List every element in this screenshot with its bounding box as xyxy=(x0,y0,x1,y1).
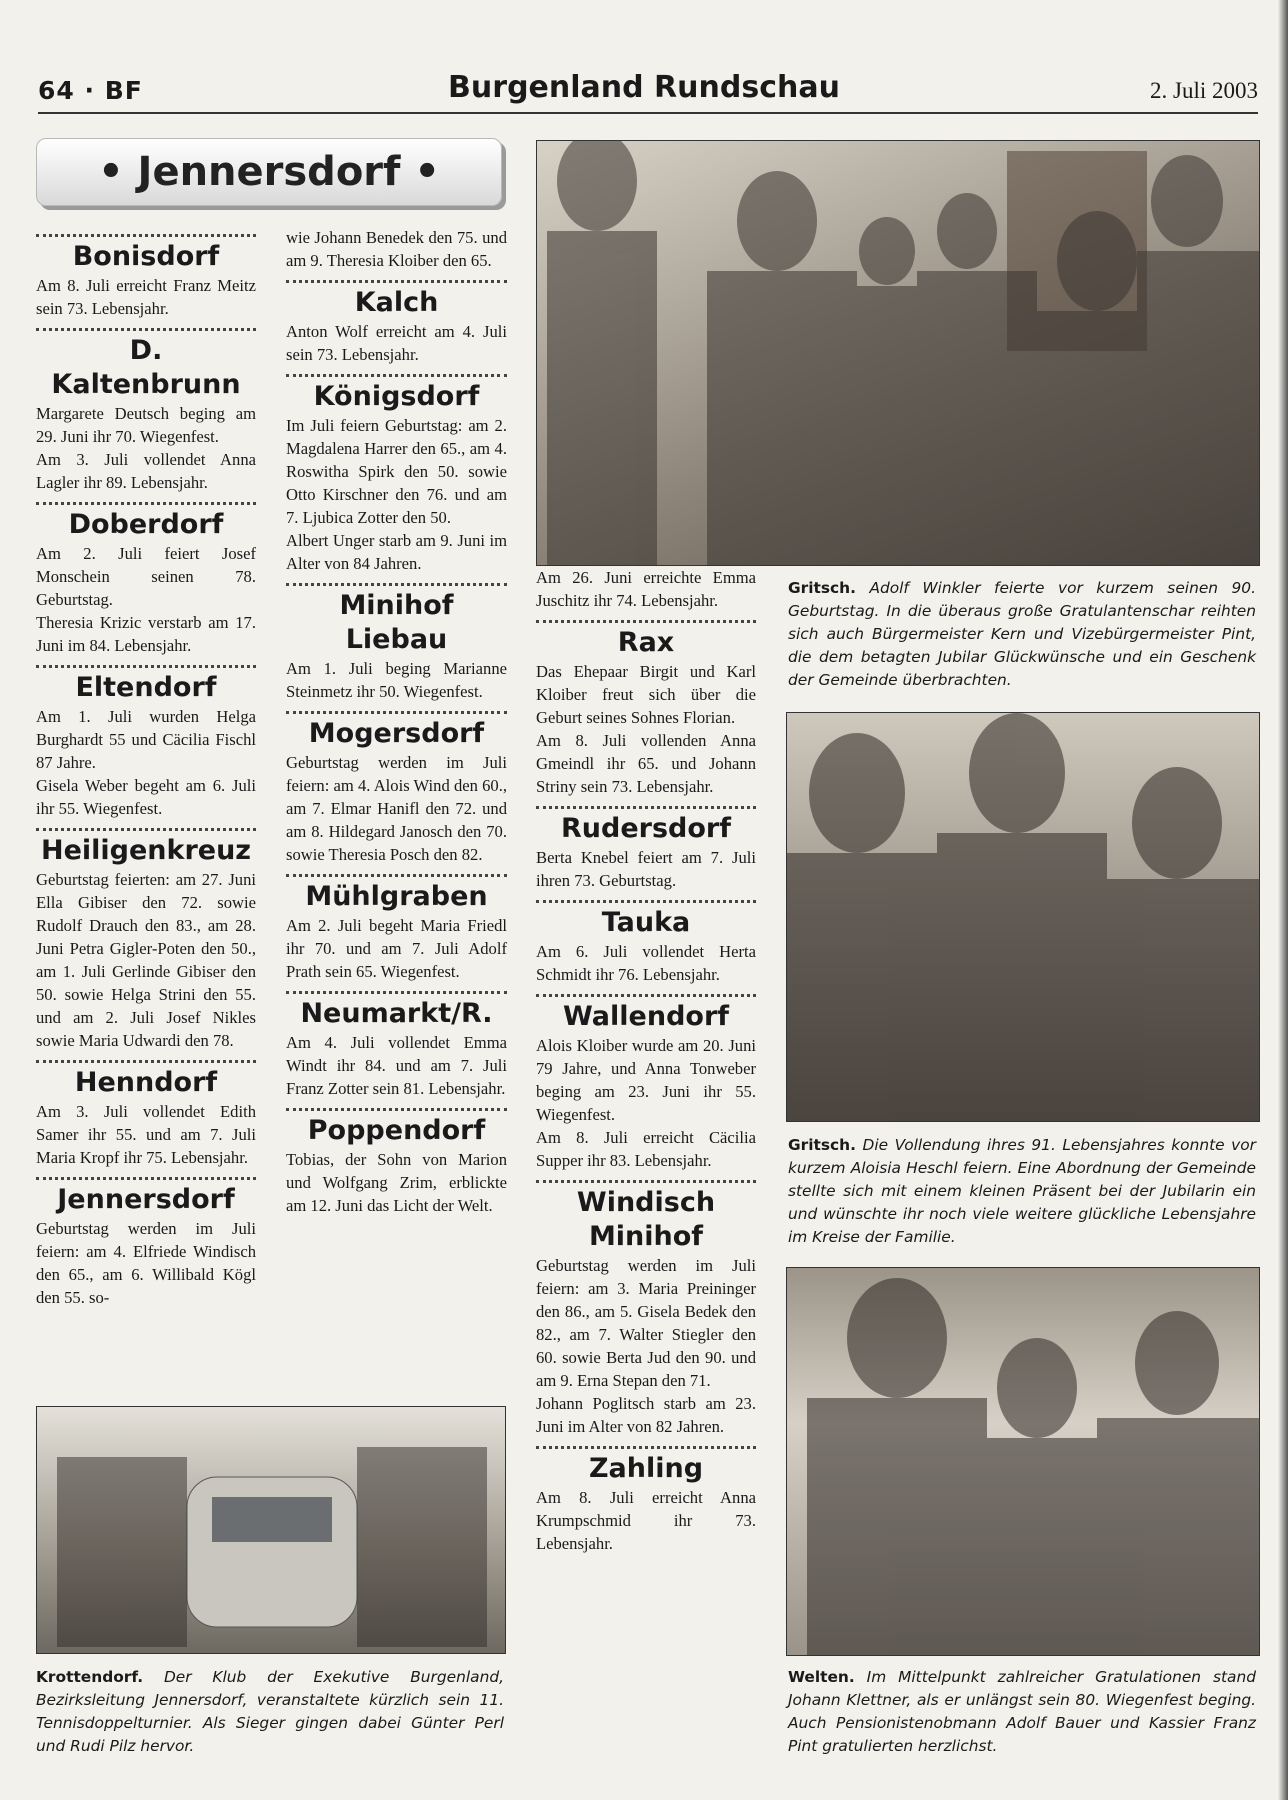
photo-illustration xyxy=(37,1407,505,1653)
town-heading: Minihof Liebau xyxy=(339,590,454,655)
notice-text: Am 3. Juli vollendet Anna Lagler ihr 89. Lebensjahr. xyxy=(36,450,256,492)
notice-text: Am 1. Juli wurden Helga Burghardt 55 und Cäcilia Fischl 87 Jahre. xyxy=(36,707,256,772)
notice-text: Gisela Weber begeht am 6. Juli ihr 55. Wiegenfest. xyxy=(36,776,256,818)
town-heading: Rudersdorf xyxy=(561,813,731,844)
notice-text: Am 2. Juli feiert Josef Monschein seinen 78. Geburtstag. xyxy=(36,544,256,609)
caption-welten xyxy=(788,1666,1256,1758)
notice-text: Das Ehepaar Birgit und Karl Kloiber freut sich über die Geburt seines Sohnes Florian. xyxy=(536,662,756,727)
caption-text: Die Vollendung ihres 91. Lebensjahres konnte vor kurzem Aloisia Heschl feiern. Eine Abordnung der Gemeinde stellte sich mit einem kleinen Präsent bei der Jubilarin ein und wünschte ihr noch viele weitere glückliche Lebensjahre im Kreise der Familie. xyxy=(788,1136,1256,1246)
issue-date: 2. Juli 2003 xyxy=(1150,78,1258,103)
town-heading: Doberdorf xyxy=(68,509,224,540)
caption-place: Gritsch. xyxy=(788,1136,856,1154)
photo-gritsch-delegation xyxy=(786,712,1260,1122)
caption-text: Der Klub der Exekutive Burgenland, Bezirksleitung Jennersdorf, veranstaltete kürzlich sein 11. Tennisdoppelturnier. Als Sieger gingen dabei Günter Perl und Rudi Pilz hervor. xyxy=(36,1668,504,1755)
notice-text: Geburtstag werden im Juli feiern: am 4. Alois Wind den 60., am 7. Elmar Hanifl den 72. und am 8. Hildegard Janosch den 70. sowie Theresia Posch den 82. xyxy=(286,753,507,864)
town-heading: Henndorf xyxy=(74,1067,218,1098)
notice-text: Geburtstag werden im Juli feiern: am 3. Maria Preininger den 86., am 5. Gisela Bedek den 82., am 7. Walter Stiegler den 60. sowie Berta Jud den 90. und am 9. Erna Stepan den 71. xyxy=(536,1256,756,1390)
town-heading: Heiligenkreuz xyxy=(40,835,252,866)
dotted-separator xyxy=(286,874,507,877)
dotted-separator xyxy=(36,1060,256,1063)
notice-text: Im Juli feiern Geburtstag: am 2. Magdalena Harrer den 65., am 4. Roswitha Spirk den 50. sowie Otto Kirschner den 76. und am 7. Ljubica Zotter den 50. xyxy=(286,416,507,527)
dotted-separator xyxy=(536,994,756,997)
notice-text: Albert Unger starb am 9. Juni im Alter von 84 Jahren. xyxy=(286,531,507,573)
caption-place: Krottendorf. xyxy=(36,1668,144,1686)
dotted-separator xyxy=(286,1108,507,1111)
town-heading: Tauka xyxy=(601,907,691,938)
caption-gritsch-2 xyxy=(788,1134,1256,1249)
photo-illustration xyxy=(787,1268,1259,1655)
notice-text: Am 3. Juli vollendet Edith Samer ihr 55. und am 7. Juli Maria Kropf ihr 75. Lebensjahr. xyxy=(36,1102,256,1167)
header-rule xyxy=(38,112,1258,114)
dotted-separator xyxy=(286,991,507,994)
page-gutter-shadow xyxy=(1278,0,1288,1800)
dotted-separator xyxy=(36,828,256,831)
town-heading: D. Kaltenbrunn xyxy=(51,335,241,400)
town-heading: Windisch Minihof xyxy=(576,1187,716,1252)
notice-text: wie Johann Benedek den 75. und am 9. Theresia Kloiber den 65. xyxy=(286,228,507,270)
dotted-separator xyxy=(536,806,756,809)
notice-text: Johann Poglitsch starb am 23. Juni im Alter von 82 Jahren. xyxy=(536,1394,756,1436)
town-heading: Mogersdorf xyxy=(308,718,485,749)
dotted-separator xyxy=(36,328,256,331)
notice-text: Berta Knebel feiert am 7. Juli ihren 73. Geburtstag. xyxy=(536,848,756,890)
photo-illustration xyxy=(537,141,1259,565)
dotted-separator xyxy=(286,711,507,714)
notice-text: Am 8. Juli erreicht Anna Krumpschmid ihr 73. Lebensjahr. xyxy=(536,1488,756,1553)
caption-text: Im Mittelpunkt zahlreicher Gratulationen stand Johann Klettner, als er unlängst sein 80. Wiegenfest beging. Auch Pensionistenobmann Adolf Bauer und Kassier Franz Pint gratulierten herzlichst. xyxy=(788,1668,1256,1755)
dotted-separator xyxy=(286,583,507,586)
town-heading: Wallendorf xyxy=(562,1001,730,1032)
notice-text: Am 1. Juli beging Marianne Steinmetz ihr 50. Wiegenfest. xyxy=(286,659,507,701)
caption-place: Welten. xyxy=(788,1668,855,1686)
caption-text: Adolf Winkler feierte vor kurzem seinen 90. Geburtstag. In die überaus große Gratulantenschar reihten sich auch Bürgermeister Kern und Vizebürgermeister Pint, die dem betagten Jubilar Glückwünsche und ein Geschenk der Gemeinde überbrachten. xyxy=(788,579,1256,689)
town-heading: Zahling xyxy=(588,1453,704,1484)
town-heading: Königsdorf xyxy=(313,381,480,412)
town-heading: Neumarkt/R. xyxy=(300,998,493,1029)
notice-text: Am 8. Juli erreicht Franz Meitz sein 73. Lebensjahr. xyxy=(36,276,256,318)
notice-text: Am 2. Juli begeht Maria Friedl ihr 70. und am 7. Juli Adolf Prath sein 65. Wiegenfest. xyxy=(286,916,507,981)
column-3 xyxy=(536,566,756,1555)
caption-krottendorf xyxy=(36,1666,504,1758)
town-heading: Mühlgraben xyxy=(305,881,488,912)
notice-text: Am 8. Juli erreicht Cäcilia Supper ihr 83. Lebensjahr. xyxy=(536,1128,756,1170)
dotted-separator xyxy=(536,1446,756,1449)
section-banner xyxy=(36,138,502,206)
notice-text: Margarete Deutsch beging am 29. Juni ihr 70. Wiegenfest. xyxy=(36,404,256,446)
dotted-separator xyxy=(286,374,507,377)
caption-gritsch-1 xyxy=(788,577,1256,692)
town-heading: Eltendorf xyxy=(75,672,217,703)
column-1 xyxy=(36,226,256,1309)
dotted-separator xyxy=(36,502,256,505)
dotted-separator xyxy=(536,1180,756,1183)
caption-place: Gritsch. xyxy=(788,579,856,597)
dotted-separator xyxy=(36,1177,256,1180)
photo-welten-klettner xyxy=(786,1267,1260,1656)
notice-text: Anton Wolf erreicht am 4. Juli sein 73. Lebensjahr. xyxy=(286,322,507,364)
notice-text: Am 26. Juni erreichte Emma Juschitz ihr 74. Lebensjahr. xyxy=(536,568,756,610)
section-title: • Jennersdorf • xyxy=(98,149,440,195)
page-label: 64 · BF xyxy=(38,76,143,105)
photo-illustration xyxy=(787,713,1259,1121)
dotted-separator xyxy=(286,280,507,283)
dotted-separator xyxy=(36,665,256,668)
town-heading: Kalch xyxy=(354,287,439,318)
notice-text: Theresia Krizic verstarb am 17. Juni im 84. Lebensjahr. xyxy=(36,613,256,655)
notice-text: Alois Kloiber wurde am 20. Juni 79 Jahre, und Anna Tonweber beging am 23. Juni ihr 55. Wiegenfest. xyxy=(536,1036,756,1124)
dotted-separator xyxy=(36,234,256,237)
newspaper-title: Burgenland Rundschau xyxy=(448,70,840,105)
town-heading: Bonisdorf xyxy=(72,241,220,272)
dotted-separator xyxy=(536,620,756,623)
notice-text: Am 8. Juli vollenden Anna Gmeindl ihr 65. und Johann Striny sein 73. Lebensjahr. xyxy=(536,731,756,796)
town-heading: Poppendorf xyxy=(307,1115,486,1146)
notice-text: Am 4. Juli vollendet Emma Windt ihr 84. und am 7. Juli Franz Zotter sein 81. Lebensjahr. xyxy=(286,1033,507,1098)
notice-text: Geburtstag werden im Juli feiern: am 4. Elfriede Windisch den 65., am 6. Willibald Kögl den 55. so- xyxy=(36,1219,256,1307)
column-2 xyxy=(286,226,507,1217)
notice-text: Tobias, der Sohn von Marion und Wolfgang Zrim, erblickte am 12. Juni das Licht der Welt. xyxy=(286,1150,507,1215)
dotted-separator xyxy=(536,900,756,903)
notice-text: Am 6. Juli vollendet Herta Schmidt ihr 76. Lebensjahr. xyxy=(536,942,756,984)
photo-gritsch-family xyxy=(536,140,1260,566)
notice-text: Geburtstag feierten: am 27. Juni Ella Gibiser den 72. sowie Rudolf Drauch den 83., am 28. Juni Petra Gigler-Poten den 50., am 1. Juli Gerlinde Gibiser den 50. sowie Helga Strini den 55. und am 2. Juli Josef Nikles sowie Maria Udwardi den 78. xyxy=(36,870,256,1050)
town-heading: Jennersdorf xyxy=(57,1184,235,1215)
photo-krottendorf-tennis xyxy=(36,1406,506,1654)
town-heading: Rax xyxy=(617,627,675,658)
